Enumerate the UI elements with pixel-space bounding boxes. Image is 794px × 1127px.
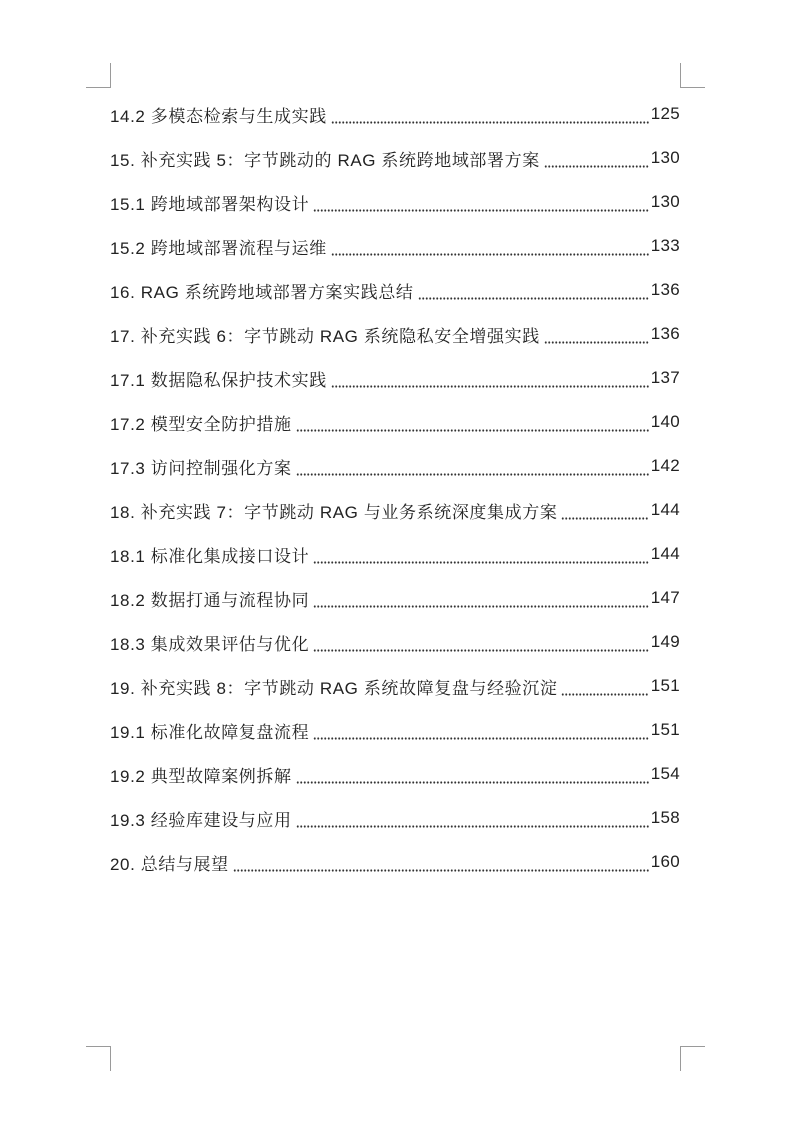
toc-entry-page-number: 151 [650,676,680,695]
dot-leader [313,195,649,212]
top-left-crop-mark [86,63,111,88]
dot-leader [331,239,649,256]
toc-entry-title: 18.2 数据打通与流程协同 [110,590,310,610]
dot-leader [331,371,649,388]
toc-entry-title: 15. 补充实践 5：字节跳动的 RAG 系统跨地域部署方案 [110,150,540,170]
dot-leader [296,767,649,784]
toc-entry[interactable] [110,796,680,840]
dot-leader [561,679,648,696]
toc-entry[interactable] [110,136,680,180]
toc-entry[interactable] [110,92,680,136]
dot-leader [313,591,649,608]
toc-entry-page-number: 130 [650,192,680,211]
toc-entry[interactable] [110,488,680,532]
dot-leader [296,811,649,828]
toc-entry-page-number: 140 [650,412,680,431]
toc-entry-page-number: 151 [650,720,680,739]
toc-entry[interactable] [110,752,680,796]
toc-entry-title: 18. 补充实践 7：字节跳动 RAG 与业务系统深度集成方案 [110,502,558,522]
toc-entry-title: 19.2 典型故障案例拆解 [110,766,292,786]
toc-entry-title: 17.2 模型安全防护措施 [110,414,292,434]
toc-entry-page-number: 142 [650,456,680,475]
toc-entry[interactable] [110,444,680,488]
toc-entry-title: 17.1 数据隐私保护技术实践 [110,370,327,390]
toc-entry-title: 15.2 跨地域部署流程与运维 [110,238,327,258]
toc-entry-title: 15.1 跨地域部署架构设计 [110,194,310,214]
toc-entry-title: 17.3 访问控制强化方案 [110,458,292,478]
toc-entry-page-number: 136 [650,324,680,343]
toc-entry-page-number: 133 [650,236,680,255]
toc-entry-page-number: 130 [650,148,680,167]
toc-entry-page-number: 158 [650,808,680,827]
toc-entry-page-number: 160 [650,852,680,871]
dot-leader [296,459,649,476]
table-of-contents [110,92,680,884]
toc-entry-page-number: 149 [650,632,680,651]
dot-leader [544,327,649,344]
toc-entry[interactable] [110,576,680,620]
toc-entry-title: 19.1 标准化故障复盘流程 [110,722,310,742]
dot-leader [233,855,649,872]
toc-entry-page-number: 125 [650,104,680,123]
bottom-left-crop-mark [86,1046,111,1071]
dot-leader [313,635,649,652]
toc-entry[interactable] [110,664,680,708]
toc-entry-title: 16. RAG 系统跨地域部署方案实践总结 [110,282,414,302]
toc-entry-page-number: 136 [650,280,680,299]
toc-entry-title: 17. 补充实践 6：字节跳动 RAG 系统隐私安全增强实践 [110,326,540,346]
dot-leader [313,723,649,740]
dot-leader [561,503,648,520]
toc-entry-page-number: 154 [650,764,680,783]
toc-entry-title: 19. 补充实践 8：字节跳动 RAG 系统故障复盘与经验沉淀 [110,678,558,698]
toc-entry-title: 19.3 经验库建设与应用 [110,810,292,830]
toc-entry[interactable] [110,532,680,576]
dot-leader [313,547,649,564]
toc-entry[interactable] [110,620,680,664]
toc-entry[interactable] [110,224,680,268]
dot-leader [331,107,649,124]
toc-entry-title: 18.1 标准化集成接口设计 [110,546,310,566]
toc-entry-page-number: 144 [650,500,680,519]
bottom-right-crop-mark [680,1046,705,1071]
toc-entry[interactable] [110,400,680,444]
toc-entry-page-number: 137 [650,368,680,387]
toc-entry-title: 20. 总结与展望 [110,854,229,874]
toc-entry-title: 18.3 集成效果评估与优化 [110,634,310,654]
dot-leader [544,151,649,168]
toc-entry-title: 14.2 多模态检索与生成实践 [110,106,327,126]
toc-entry[interactable] [110,312,680,356]
toc-entry[interactable] [110,708,680,752]
toc-entry-page-number: 147 [650,588,680,607]
dot-leader [296,415,649,432]
toc-entry[interactable] [110,840,680,884]
toc-entry-page-number: 144 [650,544,680,563]
top-right-crop-mark [680,63,705,88]
dot-leader [418,283,649,300]
toc-entry[interactable] [110,180,680,224]
toc-entry[interactable] [110,268,680,312]
toc-entry[interactable] [110,356,680,400]
